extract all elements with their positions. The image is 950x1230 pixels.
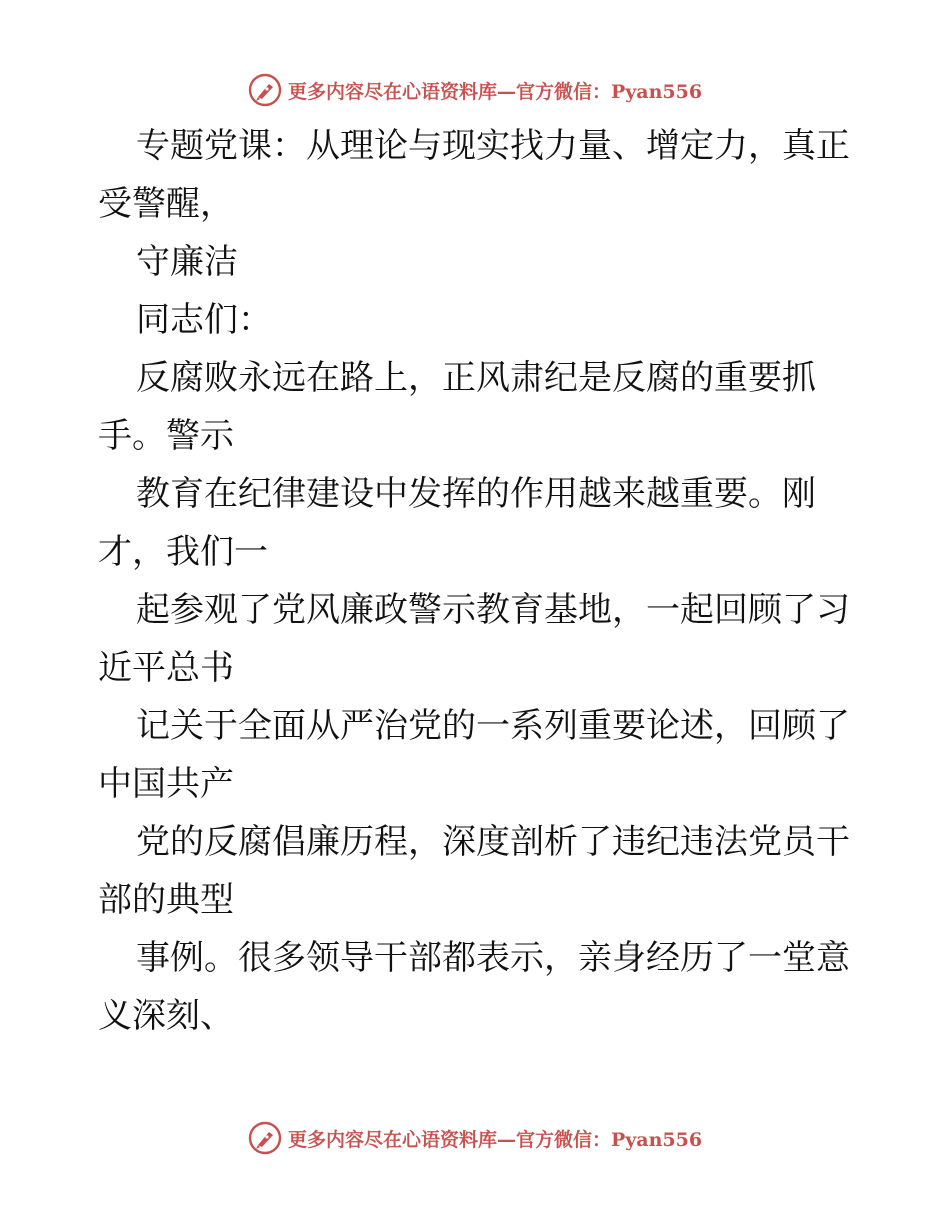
document-line: 反腐败永远在路上，正风肃纪是反腐的重要抓 xyxy=(136,358,816,398)
document-line: 专题党课：从理论与现实找力量、增定力，真正 xyxy=(136,126,850,166)
footer-banner xyxy=(0,1118,950,1158)
footer-banner-text: 更多内容尽在心语资料库—官方微信：Pyan556 xyxy=(287,1128,703,1151)
pen-nib-logo-icon xyxy=(248,1121,282,1155)
document-line: 义深刻、 xyxy=(98,996,234,1036)
document-line: 手。警示 xyxy=(98,416,234,456)
pen-nib-logo-icon xyxy=(248,73,282,107)
document-line: 记关于全面从严治党的一系列重要论述，回顾了 xyxy=(136,706,850,746)
document-line: 近平总书 xyxy=(98,648,234,688)
document-line: 同志们： xyxy=(136,300,272,340)
document-line: 守廉洁 xyxy=(136,242,238,282)
document-line: 党的反腐倡廉历程，深度剖析了违纪违法党员干 xyxy=(136,822,850,862)
document-line: 起参观了党风廉政警示教育基地，一起回顾了习 xyxy=(136,590,850,630)
document-line: 才，我们一 xyxy=(98,532,268,572)
document-line: 部的典型 xyxy=(98,880,234,920)
header-banner xyxy=(0,70,950,110)
document-line: 事例。很多领导干部都表示，亲身经历了一堂意 xyxy=(136,938,850,978)
document-line: 教育在纪律建设中发挥的作用越来越重要。刚 xyxy=(136,474,816,514)
header-banner-text: 更多内容尽在心语资料库—官方微信：Pyan556 xyxy=(287,80,703,103)
document-line: 受警醒， xyxy=(98,184,234,224)
document-line: 中国共产 xyxy=(98,764,234,804)
